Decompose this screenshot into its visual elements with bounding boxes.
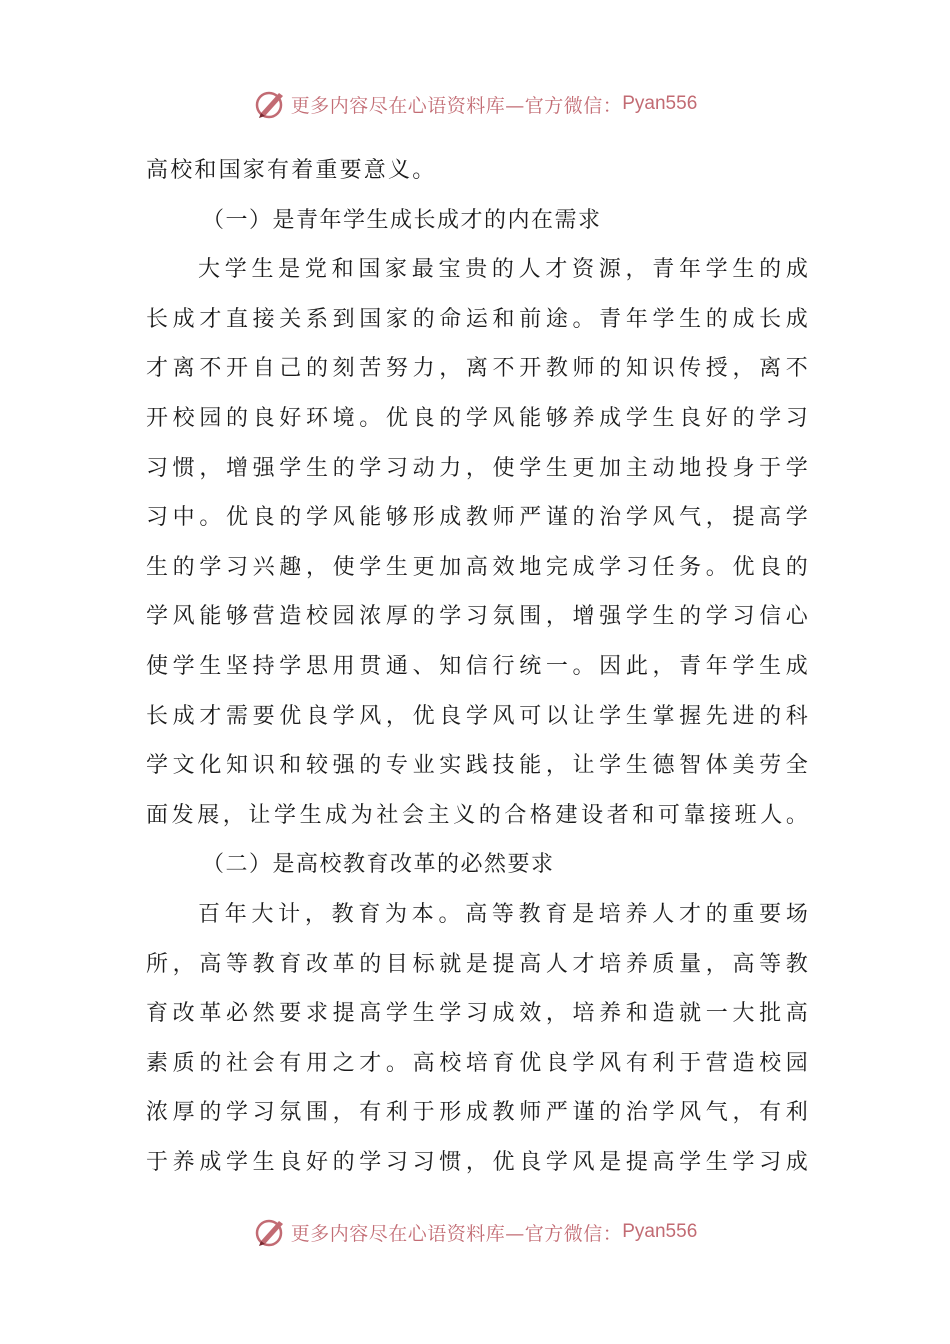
text-line: 百 年 大 计 ， 教 育 为 本 。 高 等 教 育 是 培 养 人 才 的 重 要 场 bbox=[198, 901, 808, 927]
text-line: 学 文 化 知 识 和 较 强 的 专 业 实 践 技 能 ， 让 学 生 德 智 体 美 劳 全 bbox=[146, 753, 808, 779]
footer-banner bbox=[0, 1212, 950, 1252]
text-line: 习 中 。 优 良 的 学 风 能 够 形 成 教 师 严 谨 的 治 学 风 气 ， 提 高 学 bbox=[146, 505, 808, 531]
text-line: 生 的 学 习 兴 趣 ， 使 学 生 更 加 高 效 地 完 成 学 习 任 务 。 优 良 的 bbox=[146, 554, 808, 580]
footer-brand-text: 更多内容尽在心语资料库—官方微信： bbox=[290, 1222, 623, 1245]
text-line: 素 质 的 社 会 有 用 之 才 。 高 校 培 育 优 良 学 风 有 利 于 营 造 校 园 bbox=[146, 1050, 808, 1076]
text-line: 育 改 革 必 然 要 求 提 高 学 生 学 习 成 效 ， 培 养 和 造 就 一 大 批 高 bbox=[146, 1001, 808, 1027]
text-line: 开 校 园 的 良 好 环 境 。 优 良 的 学 风 能 够 养 成 学 生 良 好 的 学 习 bbox=[146, 405, 808, 431]
text-line: 所 ， 高 等 教 育 改 革 的 目 标 就 是 提 高 人 才 培 养 质 量 ， 高 等 教 bbox=[146, 951, 808, 977]
text-line: 学 风 能 够 营 造 校 园 浓 厚 的 学 习 氛 围 ， 增 强 学 生 的 学 习 信 心 bbox=[146, 604, 808, 630]
text-line: 才 离 不 开 自 己 的 刻 苦 努 力 ， 离 不 开 教 师 的 知 识 传 授 ， 离 不 bbox=[146, 356, 808, 382]
text-line: 高校和国家有着重要意义。 bbox=[146, 158, 437, 183]
text-line: 长 成 才 需 要 优 良 学 风 ， 优 良 学 风 可 以 让 学 生 掌 握 先 进 的 科 bbox=[146, 703, 808, 729]
text-line: 使 学 生 坚 持 学 思 用 贯 通 、 知 信 行 统 一 。 因 此 ， 青 年 学 生 成 bbox=[146, 653, 808, 679]
header-wechat-id: Pyan556 bbox=[622, 93, 698, 114]
pen-logo-icon bbox=[253, 87, 287, 121]
section-heading: （二）是高校教育改革的必然要求 bbox=[202, 852, 555, 878]
section-heading: （一）是青年学生成长成才的内在需求 bbox=[202, 207, 602, 233]
text-line: 长 成 才 直 接 关 系 到 国 家 的 命 运 和 前 途 。 青 年 学 生 的 成 长 成 bbox=[146, 306, 808, 332]
document-body bbox=[146, 146, 808, 1187]
header-banner bbox=[0, 84, 950, 124]
text-line: 面 发 展 ， 让 学 生 成 为 社 会 主 义 的 合 格 建 设 者 和 可 靠 接 班 人 。 bbox=[146, 802, 808, 828]
text-line: 浓 厚 的 学 习 氛 围 ， 有 利 于 形 成 教 师 严 谨 的 治 学 风 气 ， 有 利 bbox=[146, 1100, 808, 1126]
footer-wechat-id: Pyan556 bbox=[622, 1221, 698, 1242]
text-line: 大 学 生 是 党 和 国 家 最 宝 贵 的 人 才 资 源 ， 青 年 学 生 的 成 bbox=[198, 257, 808, 283]
header-brand-text: 更多内容尽在心语资料库—官方微信： bbox=[290, 94, 623, 117]
text-line: 于 养 成 学 生 良 好 的 学 习 习 惯 ， 优 良 学 风 是 提 高 学 生 学 习 成 bbox=[146, 1149, 808, 1175]
text-line: 习 惯 ， 增 强 学 生 的 学 习 动 力 ， 使 学 生 更 加 主 动 地 投 身 于 学 bbox=[146, 455, 808, 481]
pen-logo-icon bbox=[253, 1215, 287, 1249]
